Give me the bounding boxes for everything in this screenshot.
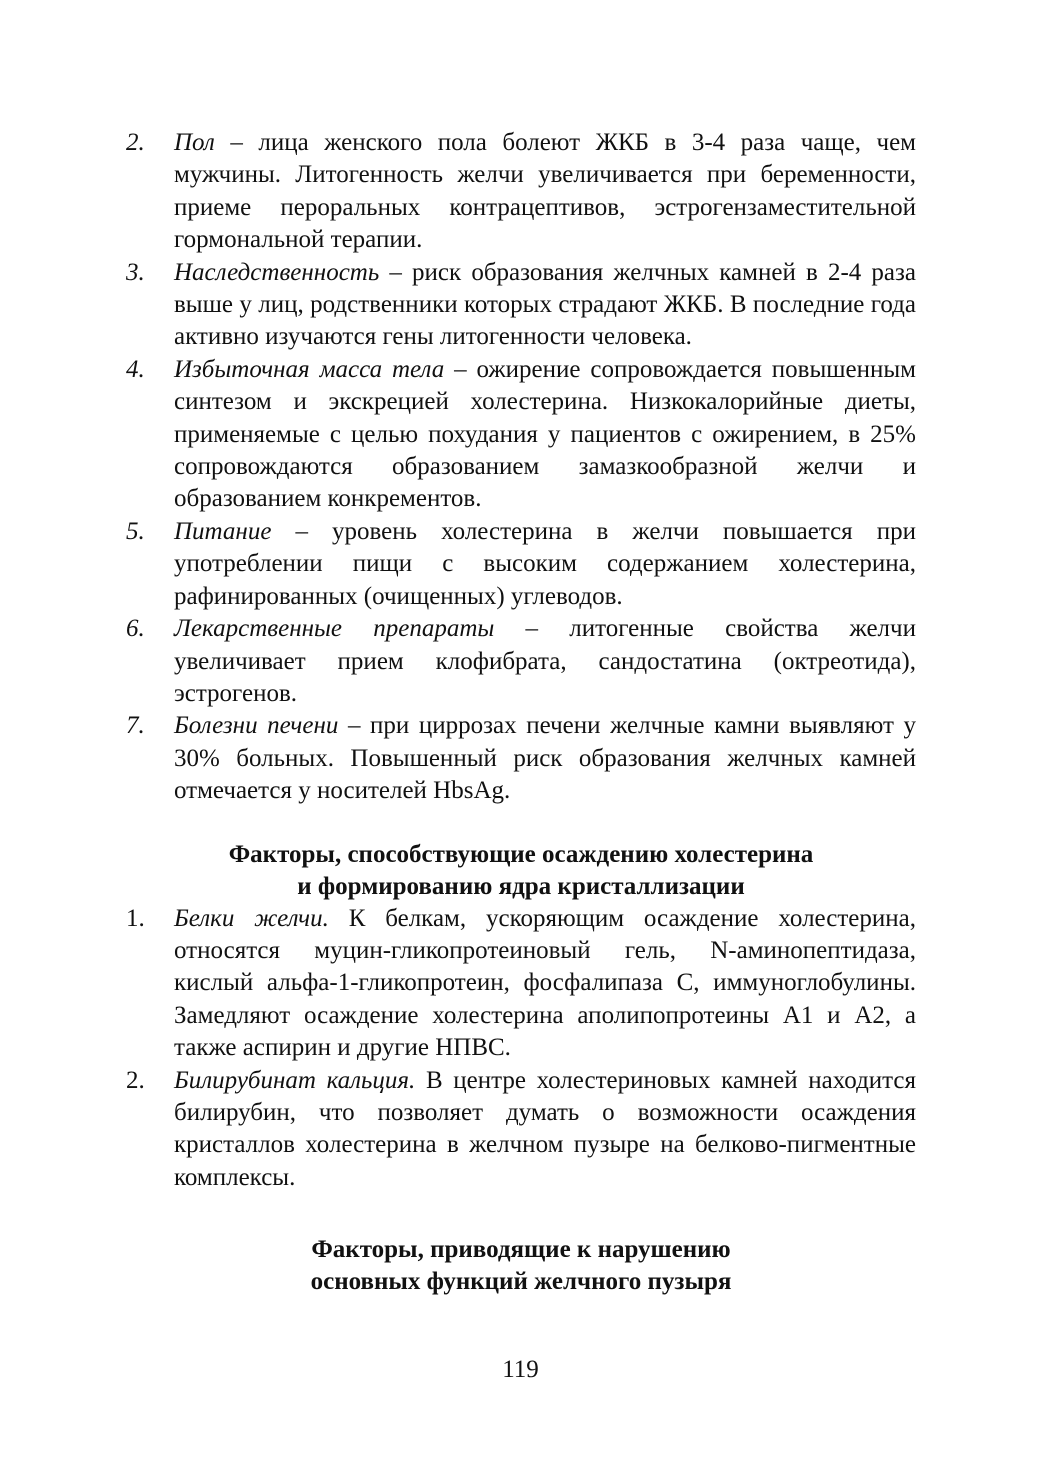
list-item-term: Избыточная масса тела bbox=[174, 355, 445, 383]
page-body bbox=[126, 127, 916, 1298]
list-item-term: Билирубинат кальция. bbox=[174, 1066, 416, 1094]
list-item-term: Болезни печени bbox=[174, 712, 339, 740]
list-item-body: – ожирение сопровождается повышенным синтезом и экскрецией холестерина. Низкокалорийные диеты, применяемые с целью похудания у пациентов с ожирением, в 25% сопровождаются образованием замазкообразной желчи и образованием конкрементов. bbox=[174, 355, 917, 513]
list-item bbox=[126, 1065, 916, 1195]
list-number: 1. bbox=[126, 904, 145, 932]
list-item-body: – риск образования желчных камней в 2-4 раза выше у лиц, родственники которых страдают ЖКБ. В последние года активно изучаются гены литогенности человека. bbox=[174, 258, 916, 351]
list-item-term: Белки желчи. bbox=[174, 904, 329, 932]
precipitation-factors-list bbox=[126, 903, 916, 1195]
list-item-term: Лекарственные препараты bbox=[174, 615, 495, 643]
list-item-text bbox=[174, 257, 916, 354]
list-item-body: – при циррозах печени желчные камни выявляют у 30% больных. Повышенный риск образования желчных камней отмечается у носителей HbsAg. bbox=[174, 712, 916, 805]
section-heading bbox=[126, 1234, 916, 1298]
list-item bbox=[126, 257, 916, 354]
risk-factors-list bbox=[126, 127, 916, 808]
list-item-body: К белкам, ускоряющим осаждение холестерина, относятся муцин-гликопротеиновый гель, N-аминопептидаза, кислый альфа-1-гликопротеин, фосфалипаза С, иммуноглобулины. Замедляют осаждение холестерина аполипопротеины А1 и А2, а также аспирин и другие НПВС. bbox=[174, 904, 916, 1062]
list-item-text bbox=[174, 613, 916, 710]
list-item-text bbox=[174, 1065, 916, 1195]
section-heading-line: Факторы, приводящие к нарушению bbox=[311, 1236, 731, 1264]
list-item-term: Питание bbox=[174, 517, 272, 545]
list-item-text bbox=[174, 354, 916, 516]
list-item bbox=[126, 354, 916, 516]
list-number: 6. bbox=[126, 615, 145, 643]
list-number: 7. bbox=[126, 712, 145, 740]
list-item bbox=[126, 127, 916, 257]
list-item-text bbox=[174, 903, 916, 1065]
section-heading-line: Факторы, способствующие осаждению холестерина bbox=[228, 840, 814, 868]
list-item-body: – литогенные свойства желчи увеличивает прием клофибрата, сандостатина (октреотида), эстрогенов. bbox=[174, 615, 916, 707]
section-heading-line: основных функций желчного пузыря bbox=[310, 1268, 732, 1296]
section-heading-line: и формированию ядра кристаллизации bbox=[297, 872, 745, 900]
list-item-term: Пол bbox=[174, 129, 215, 156]
list-item bbox=[126, 710, 916, 807]
list-number: 5. bbox=[126, 517, 145, 545]
list-number: 4. bbox=[126, 355, 145, 383]
list-item bbox=[126, 516, 916, 613]
page-number: 119 bbox=[502, 1356, 539, 1383]
list-number: 2. bbox=[126, 129, 145, 156]
list-item-text bbox=[174, 516, 916, 613]
list-item-body: В центре холестериновых камней находится билирубин, что позволяет думать о возможности осаждения кристаллов холестерина в желчном пузыре на белково-пигментные комплексы. bbox=[174, 1066, 916, 1191]
list-item-text bbox=[174, 127, 916, 257]
list-item-body: – уровень холестерина в желчи повышается при употреблении пищи с высоким содержанием холестерина, рафинированных (очищенных) углеводов. bbox=[174, 517, 916, 610]
list-item bbox=[126, 613, 916, 710]
list-item-term: Наследственность bbox=[174, 258, 380, 286]
list-item-body: – лица женского пола болеют ЖКБ в 3-4 раза чаще, чем мужчины. Литогенность желчи увеличивается при беременности, приеме пероральных контрацептивов, эстрогензаместительной гормональной терапии. bbox=[174, 129, 916, 254]
section-heading bbox=[126, 839, 916, 903]
list-number: 2. bbox=[126, 1066, 145, 1094]
list-item bbox=[126, 903, 916, 1065]
list-number: 3. bbox=[126, 258, 145, 286]
list-item-text bbox=[174, 710, 916, 807]
